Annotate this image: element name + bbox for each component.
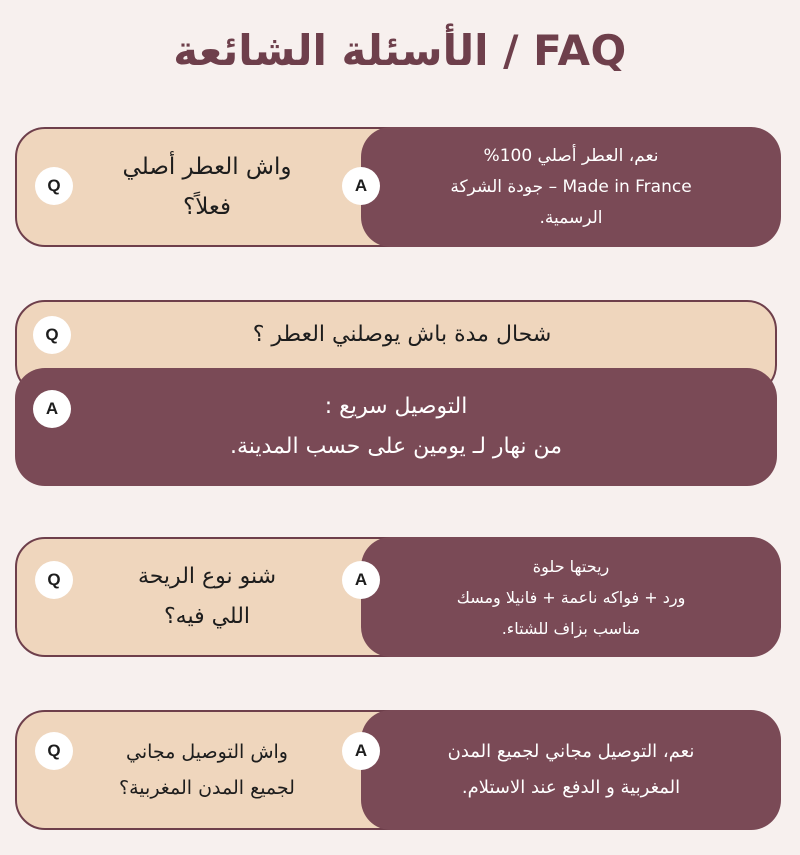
question-marker: Q	[35, 167, 73, 205]
question-line: واش العطر أصلي	[122, 154, 292, 180]
faq-item-1	[15, 127, 777, 247]
question-text	[87, 310, 717, 358]
answer-line: مناسب بزاف للشتاء.	[501, 618, 641, 638]
answer-marker: A	[342, 561, 380, 599]
answer-line: ورد + فواكه ناعمة + فانيلا ومسك	[456, 587, 686, 607]
answer-line: نعم، التوصيل مجاني لجميع المدن	[447, 741, 695, 762]
answer-line: Made in France – جودة الشركة	[450, 176, 692, 197]
answer-line: المغربية و الدفع عند الاستلام.	[461, 777, 681, 798]
question-marker: Q	[35, 732, 73, 770]
answer-marker: A	[33, 390, 71, 428]
answer-panel	[361, 127, 781, 247]
answer-panel	[361, 710, 781, 830]
question-text	[77, 712, 337, 828]
question-marker: Q	[33, 316, 71, 354]
question-line: شنو نوع الريحة	[137, 564, 277, 589]
answer-line: ريحتها حلوة	[532, 556, 610, 576]
question-text	[77, 539, 337, 655]
question-marker: Q	[35, 561, 73, 599]
answer-line: من نهار لـ يومين على حسب المدينة.	[229, 434, 563, 459]
question-line: لجميع المدن المغربية؟	[119, 777, 295, 799]
question-line: اللي فيه؟	[163, 604, 251, 629]
answer-line: الرسمية.	[539, 207, 603, 228]
faq-item-4	[15, 710, 777, 830]
question-text	[77, 129, 337, 245]
answer-panel	[361, 537, 781, 657]
answer-line: نعم، العطر أصلي 100%	[483, 145, 659, 166]
faq-item-3	[15, 537, 777, 657]
question-line: شحال مدة باش يوصلني العطر ؟	[252, 321, 552, 347]
answer-panel	[15, 368, 777, 486]
question-line: فعلاً؟	[182, 194, 232, 220]
answer-line: التوصيل سريع :	[324, 394, 468, 419]
answer-marker: A	[342, 167, 380, 205]
question-line: واش التوصيل مجاني	[126, 741, 288, 763]
page-title: الأسئلة الشائعة / FAQ	[173, 26, 627, 75]
answer-marker: A	[342, 732, 380, 770]
